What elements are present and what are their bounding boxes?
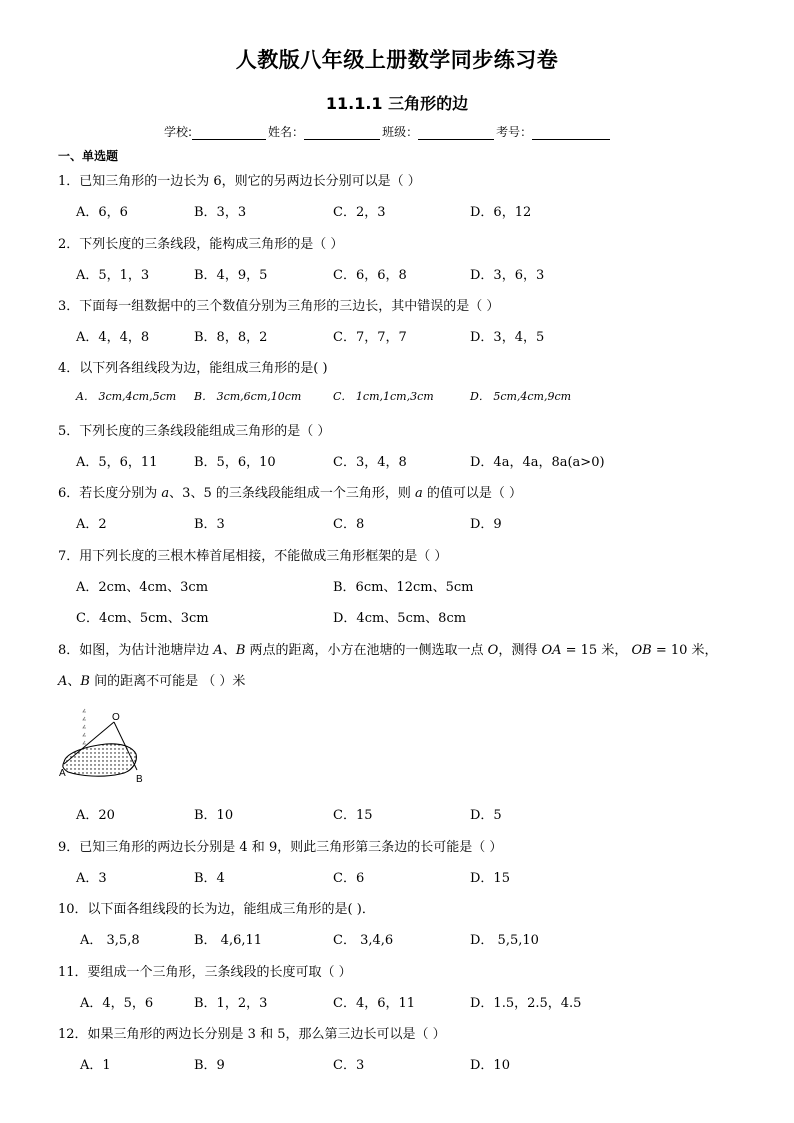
option-c[interactable]: C．4cm、5cm、3cm (76, 611, 209, 626)
point-o: O (487, 643, 499, 658)
question-10-options (80, 929, 780, 947)
option-d[interactable]: D．9 (470, 517, 502, 532)
pond-figure (58, 704, 168, 784)
question-6-text: 6．若长度分别为 (58, 486, 162, 501)
page-subtitle: 11.1.1 三角形的边 (325, 94, 469, 113)
question-8-text: ，测得 (498, 643, 542, 658)
question-3-options (76, 326, 776, 344)
name-label: 姓名： (268, 125, 305, 139)
question-8-text: 、 (67, 674, 81, 689)
question-7-options-row1 (76, 576, 776, 594)
question-4: 4．以下列各组线段为边，能组成三角形的是( ) (58, 361, 328, 376)
option-a[interactable]: A．2cm、4cm、3cm (76, 580, 209, 595)
option-c[interactable]: C．4，6，11 (333, 996, 416, 1011)
pond-shape (63, 744, 137, 776)
option-a[interactable]: A．5，6，11 (76, 455, 158, 470)
option-a[interactable]: A．4，4，8 (76, 330, 150, 345)
number-label: 考号： (496, 125, 533, 139)
question-6 (58, 482, 522, 501)
question-7: 7．用下列长度的三根木棒首尾相接，不能做成三角形框架的是（ ） (58, 549, 448, 564)
section-heading: 一、单选题 (58, 149, 119, 163)
option-b[interactable]: B．3，3 (194, 205, 247, 220)
variable-a: a (161, 486, 170, 501)
question-5-options (76, 451, 776, 469)
segment-ob: OB (631, 643, 652, 658)
option-d[interactable]: D．15 (470, 871, 510, 886)
question-9: 9．已知三角形的两边长分别是 4 和 9，则此三角形第三条边的长可能是（ ） (58, 840, 503, 855)
question-8-text: 两点的距离，小方在池塘的一侧选取一点 (245, 643, 488, 658)
option-d[interactable]: D．4a，4a，8a(a>0) (470, 455, 605, 470)
question-2: 2．下列长度的三条线段，能构成三角形的是（ ） (58, 237, 344, 252)
option-b[interactable]: B．4 (194, 871, 225, 886)
question-8-text: = 15 米， (561, 643, 632, 658)
option-c[interactable]: C．6 (333, 871, 365, 886)
question-8-text: 间的距离不可能是 （ ）米 (89, 674, 246, 689)
label-a: A (59, 768, 66, 779)
point-a: A (213, 643, 223, 658)
option-c[interactable]: C．3，4，8 (333, 455, 407, 470)
option-b[interactable]: B．10 (194, 808, 234, 823)
option-d[interactable]: D．3，6，3 (470, 268, 545, 283)
option-a[interactable]: A．1 (80, 1058, 111, 1073)
point-b: B (235, 643, 246, 658)
question-8-options (76, 804, 776, 822)
question-6-options (76, 513, 776, 531)
option-d[interactable]: D． 5cm,4cm,9cm (470, 390, 572, 403)
question-10: 10．以下面各组线段的长为边，能组成三角形的是( )． (58, 902, 375, 917)
option-c[interactable]: C．15 (333, 808, 373, 823)
option-a[interactable]: A．4，5，6 (80, 996, 154, 1011)
variable-a: a (414, 486, 423, 501)
label-o: O (112, 712, 120, 723)
option-d[interactable]: D． 5,5,10 (470, 933, 539, 948)
option-d[interactable]: D．10 (470, 1058, 510, 1073)
option-a[interactable]: A．5，1，3 (76, 268, 150, 283)
question-1: 1．已知三角形的一边长为 6，则它的另两边长分别可以是（ ） (58, 174, 421, 189)
option-c[interactable]: C．3 (333, 1058, 365, 1073)
option-c[interactable]: C．6，6，8 (333, 268, 407, 283)
option-d[interactable]: D．3，4，5 (470, 330, 545, 345)
option-a[interactable]: A． 3cm,4cm,5cm (76, 390, 177, 403)
option-c[interactable]: C． 1cm,1cm,3cm (333, 390, 434, 403)
option-d[interactable]: D．1.5，2.5，4.5 (470, 996, 582, 1011)
question-4-options (76, 388, 776, 406)
return-marks (83, 709, 86, 744)
option-a[interactable]: A．20 (76, 808, 115, 823)
option-a[interactable]: A．2 (76, 517, 107, 532)
point-b: B (80, 674, 90, 689)
class-blank[interactable] (418, 125, 494, 140)
question-1-options (76, 201, 776, 219)
page-title: 人教版八年级上册数学同步练习卷 (235, 48, 559, 72)
class-label: 班级： (382, 125, 419, 139)
question-8-text: 、 (222, 643, 236, 658)
question-3: 3．下面每一组数据中的三个数值分别为三角形的三边长，其中错误的是（ ） (58, 299, 500, 314)
question-6-text: 、3、5 的三条线段能组成一个三角形，则 (169, 486, 415, 501)
option-c[interactable]: C． 3,4,6 (333, 933, 394, 948)
student-info-row (164, 123, 612, 140)
question-7-options-row2 (76, 607, 776, 625)
option-b[interactable]: B．1，2，3 (194, 996, 268, 1011)
option-b[interactable]: B．9 (194, 1058, 225, 1073)
school-blank[interactable] (192, 125, 266, 140)
school-label: 学校: (164, 125, 193, 139)
question-8-text: 8．如图，为估计池塘岸边 (58, 643, 214, 658)
question-12-options (80, 1054, 780, 1072)
name-blank[interactable] (304, 125, 380, 140)
option-c[interactable]: C．7，7，7 (333, 330, 407, 345)
option-b[interactable]: B．5，6，10 (194, 455, 276, 470)
point-a: A (58, 674, 68, 689)
question-9-options (76, 867, 776, 885)
question-8-line2 (58, 670, 245, 689)
option-a[interactable]: A． 3,5,8 (80, 933, 140, 948)
question-12: 12．如果三角形的两边长分别是 3 和 5，那么第三边长可以是（ ） (58, 1027, 446, 1042)
option-a[interactable]: A．6，6 (76, 205, 128, 220)
option-d[interactable]: D．6，12 (470, 205, 532, 220)
question-8 (58, 639, 718, 658)
option-d[interactable]: D．5 (470, 808, 502, 823)
option-c[interactable]: C．8 (333, 517, 365, 532)
option-b[interactable]: B．3 (194, 517, 225, 532)
question-6-text: 的值可以是（ ） (422, 486, 523, 501)
option-d[interactable]: D．4cm、5cm、8cm (333, 611, 467, 626)
option-b[interactable]: B． 4,6,11 (194, 933, 263, 948)
option-b[interactable]: B． 3cm,6cm,10cm (194, 390, 302, 403)
question-5: 5．下列长度的三条线段能组成三角形的是（ ） (58, 424, 331, 439)
question-8-text: = 10 米， (651, 643, 718, 658)
question-2-options (76, 264, 776, 282)
option-b[interactable]: B．4，9，5 (194, 268, 268, 283)
question-11-options (80, 992, 780, 1010)
question-11: 11．要组成一个三角形，三条线段的长度可取（ ） (58, 965, 352, 980)
option-b[interactable]: B．8，8，2 (194, 330, 268, 345)
option-b[interactable]: B．6cm、12cm、5cm (333, 580, 474, 595)
option-c[interactable]: C．2，3 (333, 205, 386, 220)
segment-oa: OA (541, 643, 562, 658)
number-blank[interactable] (532, 125, 610, 140)
option-a[interactable]: A．3 (76, 871, 107, 886)
label-b: B (136, 774, 143, 784)
